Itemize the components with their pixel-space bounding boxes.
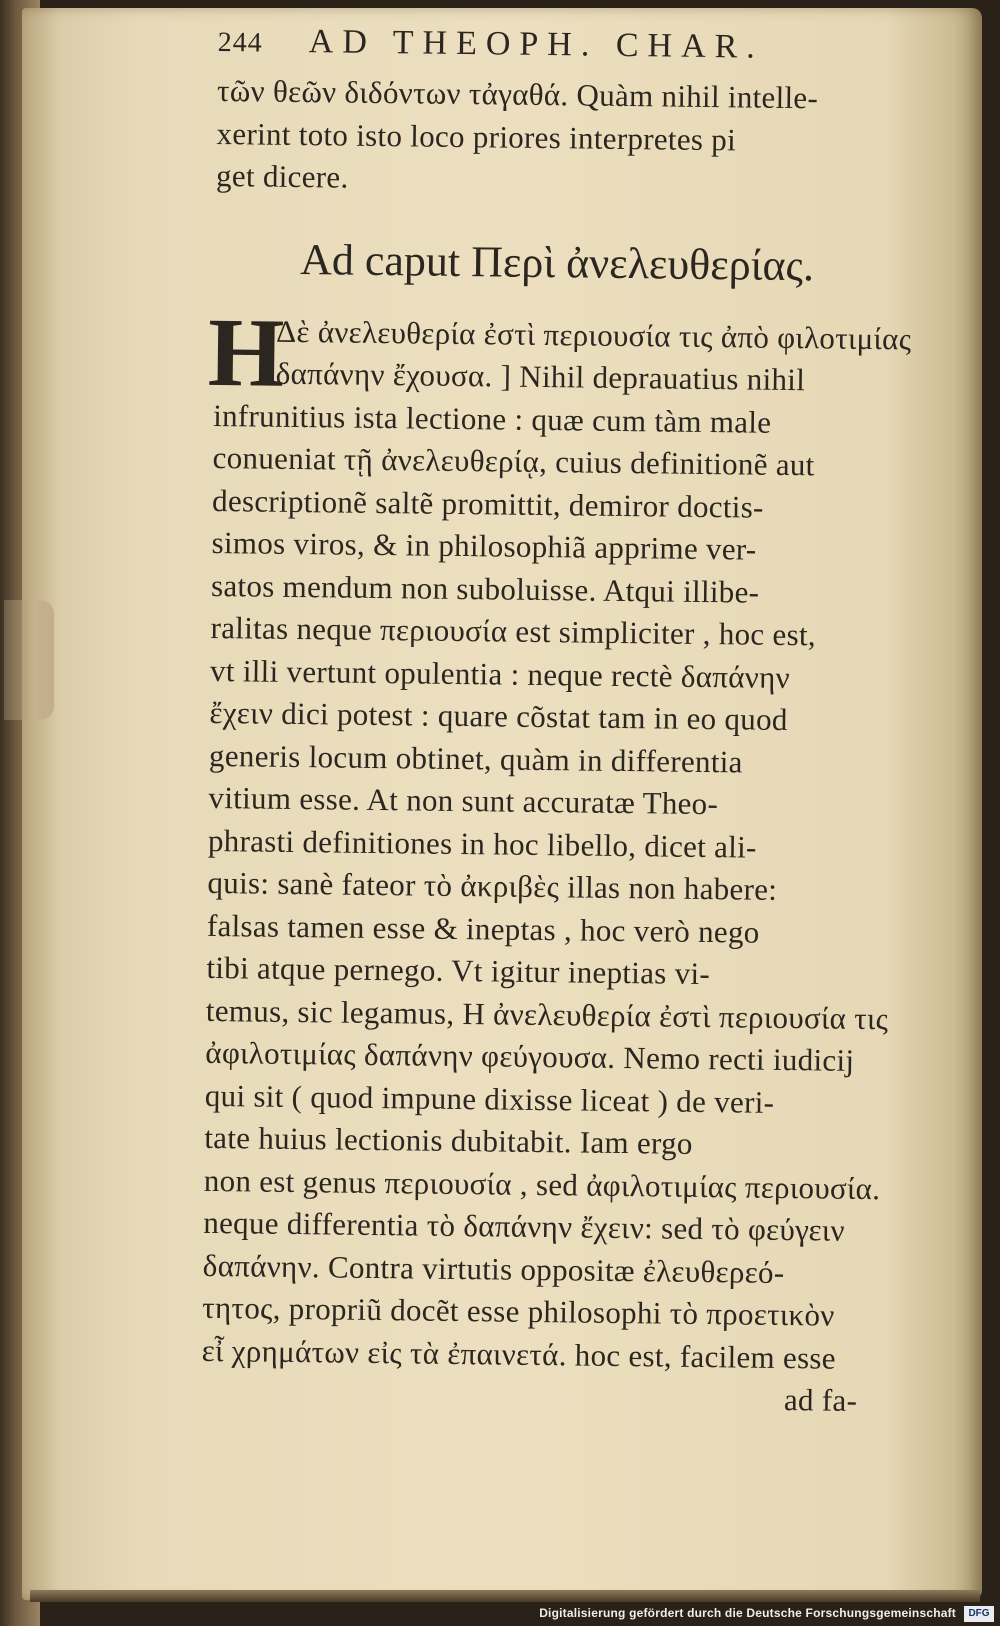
running-title: AD THEOPH. CHAR. — [308, 23, 765, 66]
text-line: qui sit ( quod impune dixisse liceat ) de veri- — [204, 1077, 775, 1120]
text-line: generis locum obtinet, quàm in differentia — [208, 737, 743, 779]
text-line: τητος, propriũ docẽt esse philosophi τὸ προετικὸν — [202, 1289, 835, 1333]
text-line: falsas tamen esse & ineptas , hoc verò nego — [206, 907, 760, 950]
section-heading: Ad caput Περὶ ἀνελευθερίας. — [299, 234, 815, 290]
bookmark-tab — [4, 600, 54, 720]
text-line: infrunitius ista lectione : quæ cum tàm male — [212, 397, 772, 440]
text-line: satos mendum non suboluisse. Atqui illibe- — [210, 567, 760, 610]
text-line: εἶ χρημάτων εἰς τὰ ἐπαινετά. hoc est, facilem esse — [201, 1332, 837, 1376]
page-text — [201, 22, 912, 1423]
text-line: ἀφιλοτιμίας δαπάνην φεύγουσα. Nemo recti iudicij — [205, 1034, 855, 1078]
dfg-logo-icon: DFG — [964, 1606, 994, 1622]
text-line: non est genus περιουσία , sed ἀφιλοτιμίας περιουσία. — [203, 1162, 881, 1206]
commentary-paragraph — [201, 298, 912, 1422]
text-line: τῶν θεῶν διδόντων τἀγαθά. Quàm nihil intelle- — [216, 72, 819, 116]
drop-cap: H — [207, 298, 285, 408]
page-number: 244 — [217, 26, 263, 59]
text-line: xerint toto isto loco priores interpretes pi — [216, 115, 737, 157]
text-line: conueniat τῇ ἀνελευθερίᾳ, cuius definitionẽ aut — [212, 439, 815, 483]
text-line: quis: sanè fateor τὸ ἀκριβὲς illas non habere: — [207, 864, 778, 907]
text-line: tibi atque pernego. Vt igitur ineptias vi- — [206, 949, 711, 992]
text-line: get dicere. — [215, 157, 349, 195]
catchword: ad fa- — [783, 1382, 858, 1418]
text-line: simos viros, & in philosophiã apprime ver- — [211, 524, 757, 567]
text-line: δαπάνην. Contra virtutis oppositæ ἐλευθερεό- — [202, 1247, 785, 1290]
page-block-edge — [30, 1590, 980, 1602]
intro-paragraph — [216, 70, 882, 206]
text-line: Δὲ ἀνελευθερία ἐστὶ περιουσία τις ἀπὸ φιλοτιμίας — [276, 313, 912, 356]
text-line: vitium esse. At non sunt accuratæ Theo- — [208, 779, 719, 822]
text-line: δαπάνην ἔχουσα. ] Nihil deprauatius nihil — [275, 355, 806, 398]
text-line: phrasti definitiones in hoc libello, dicet ali- — [207, 822, 757, 865]
text-line: neque differentia τὸ δαπάνην ἔχειν: sed τὸ φεύγειν — [203, 1204, 846, 1248]
text-line: ἔχειν dici potest : quare cõstat tam in eo quod — [209, 694, 788, 738]
text-line: tate huius lectionis dubitabit. Iam ergo — [204, 1119, 693, 1161]
text-line: temus, sic legamus, Η ἀνελευθερία ἐστὶ περιουσία τις — [205, 992, 889, 1036]
running-head — [217, 22, 882, 78]
text-line: ralitas neque περιουσία est simpliciter , hoc est, — [210, 609, 817, 653]
digitization-credit: Digitalisierung gefördert durch die Deutsche Forschungsgemeinschaft — [539, 1606, 956, 1620]
text-line: vt illi vertunt opulentia : neque rectè δαπάνην — [209, 652, 791, 695]
text-line: descriptionẽ saltẽ promittit, demiror doctis- — [211, 482, 764, 525]
